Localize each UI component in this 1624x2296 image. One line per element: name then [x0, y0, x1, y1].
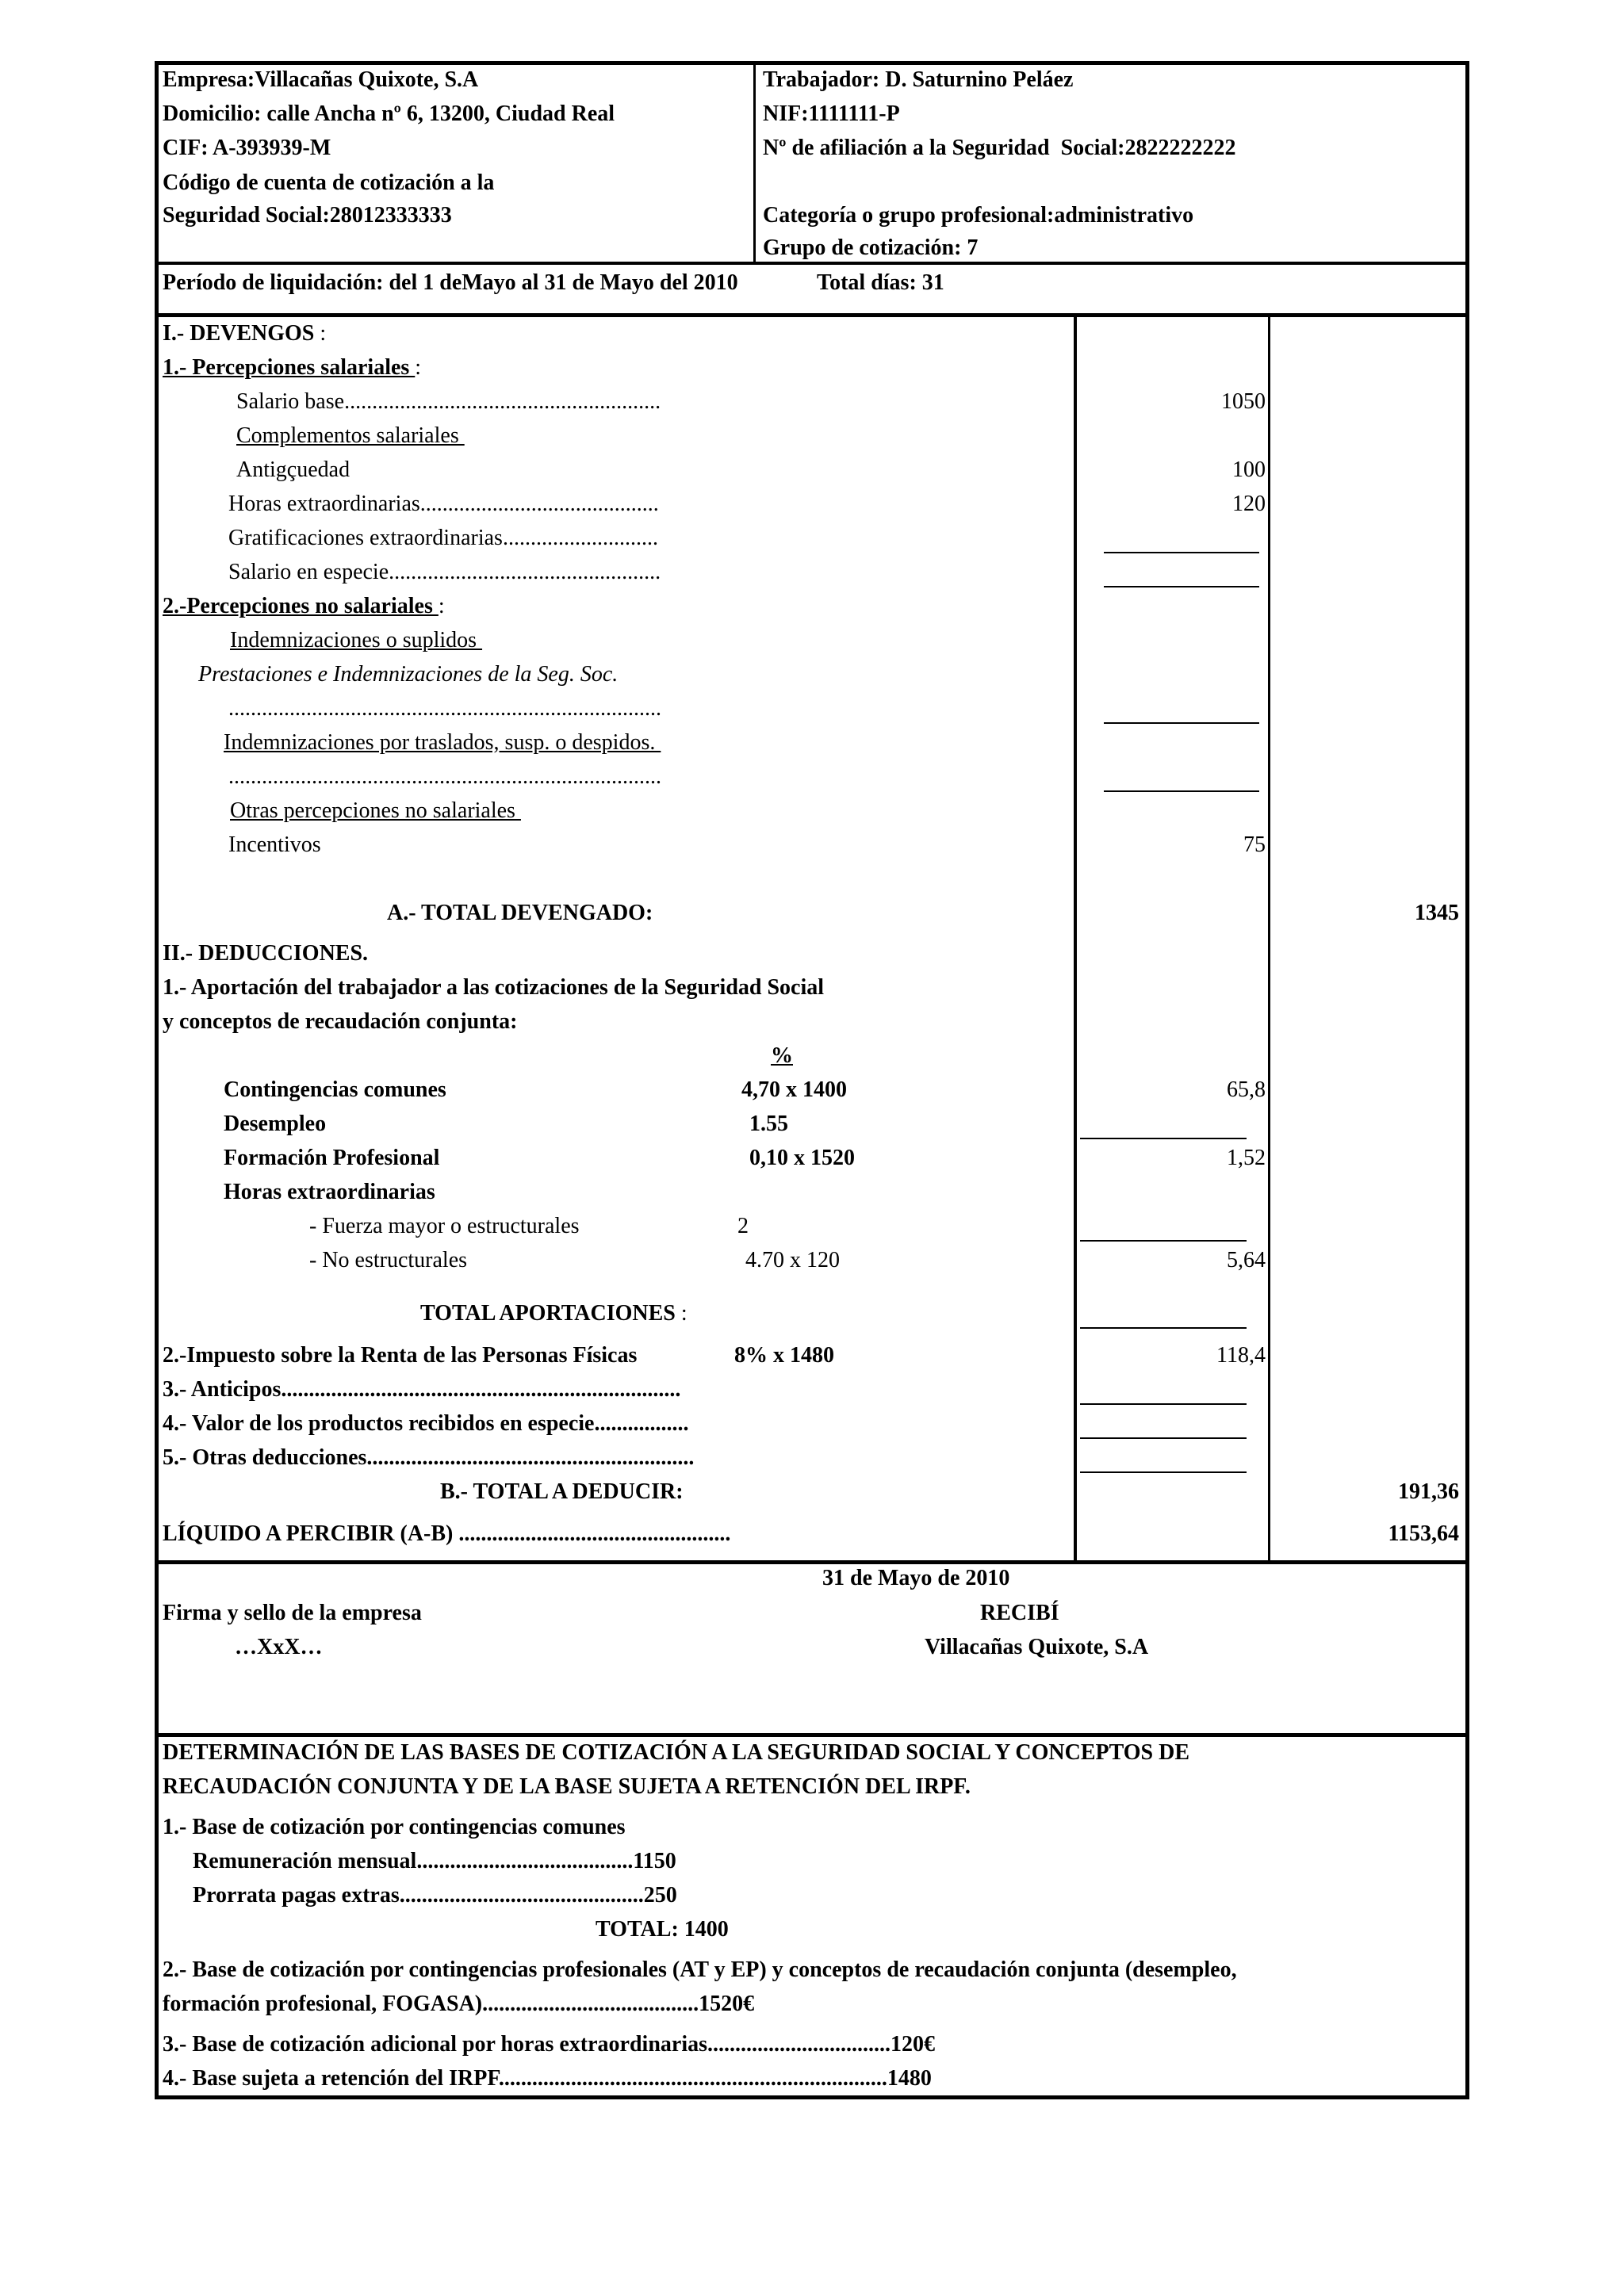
indemnizaciones-suplidos: Indemnizaciones o suplidos [230, 628, 483, 652]
divider-after-firma [155, 1733, 1469, 1737]
percepciones-salariales-colon: : [415, 355, 422, 380]
bases-item-2-line-2: formación profesional, FOGASA).......................................1520€ [163, 1992, 755, 2016]
aportacion-line-1: 1.- Aportación del trabajador a las cotizaciones de la Seguridad Social [163, 975, 825, 1000]
prorrata-pagas: Prorrata pagas extras............................................250 [193, 1883, 677, 1908]
periodo-liquidacion: Período de liquidación: del 1 deMayo al 31 de Mayo del 2010 [163, 270, 738, 295]
irpf-label: 2.-Impuesto sobre la Renta de las Personas Físicas [163, 1343, 638, 1368]
prestaciones-blank [1104, 722, 1259, 724]
especie-blank [1080, 1437, 1247, 1439]
percepciones-no-salariales-text: 2.-Percepciones no salariales [163, 594, 439, 618]
grupo-cotizacion: Grupo de cotización: 7 [763, 235, 979, 260]
bases-item-1: 1.- Base de cotización por contingencias comunes [163, 1815, 626, 1839]
divider-after-header [155, 262, 1469, 265]
bases-total: TOTAL: 1400 [596, 1917, 729, 1942]
fecha-firma: 31 de Mayo de 2010 [822, 1566, 1010, 1590]
fuerza-mayor-calc: 2 [737, 1214, 749, 1238]
aportacion-line-2: y conceptos de recaudación conjunta: [163, 1009, 518, 1034]
otras-deducciones-blank [1080, 1471, 1247, 1473]
bases-title-line-2: RECAUDACIÓN CONJUNTA Y DE LA BASE SUJETA A RETENCIÓN DEL IRPF. [163, 1774, 971, 1799]
categoria: Categoría o grupo profesional:administrativo [763, 203, 1194, 228]
formacion-profesional-label: Formación Profesional [224, 1146, 440, 1170]
divider-after-liquido [155, 1560, 1469, 1564]
indemnizaciones-traslados: Indemnizaciones por traslados, susp. o despidos. [224, 730, 661, 755]
contingencias-comunes-value: 65,8 [1227, 1077, 1266, 1102]
horas-extra-label: Horas extraordinarias........................................... [228, 492, 659, 516]
desempleo-label: Desempleo [224, 1112, 327, 1136]
liquido-percibir-value: 1153,64 [1388, 1521, 1459, 1546]
complementos-salariales: Complementos salariales [236, 423, 465, 448]
especie-label: 4.- Valor de los productos recibidos en especie................. [163, 1411, 689, 1436]
salario-base-value: 1050 [1221, 389, 1266, 414]
afiliacion: Nº de afiliación a la Seguridad Social:2822222222 [763, 136, 1236, 160]
contingencias-comunes-calc: 4,70 x 1400 [741, 1077, 847, 1102]
irpf-value: 118,4 [1216, 1343, 1266, 1368]
traslados-dots: .............................................................................. [228, 764, 661, 789]
percepciones-salariales-text: 1.- Percepciones salariales [163, 355, 416, 380]
outer-border-right [1465, 61, 1469, 2099]
total-dias: Total días: 31 [817, 270, 944, 295]
total-aportaciones-blank [1080, 1327, 1247, 1329]
column-divider-2 [1268, 313, 1270, 1563]
bases-item-2-line-1: 2.- Base de cotización por contingencias profesionales (AT y EP) y conceptos de recaudación conjunta (desempleo, [163, 1957, 1237, 1982]
devengos-title-colon: : [320, 321, 327, 346]
percepciones-no-salariales-colon: : [438, 594, 445, 618]
antiguedad-label: Antigçuedad [236, 457, 350, 482]
recibi-label: RECIBÍ [980, 1601, 1059, 1625]
column-divider-1 [1074, 313, 1077, 1563]
divider-after-periodo [155, 313, 1469, 317]
horas-extraordinarias-heading: Horas extraordinarias [224, 1180, 435, 1204]
bases-item-4: 4.- Base sujeta a retención del IRPF......................................................................1480 [163, 2066, 932, 2091]
total-deducir-label: B.- TOTAL A DEDUCIR: [440, 1479, 684, 1504]
firma-sello-empresa: Firma y sello de la empresa [163, 1601, 422, 1625]
desempleo-blank [1080, 1138, 1247, 1139]
codigo-cuenta-line-2: Seguridad Social:28012333333 [163, 203, 452, 228]
devengos-title-text: I.- DEVENGOS [163, 321, 315, 346]
irpf-calc: 8% x 1480 [734, 1343, 834, 1368]
gratificaciones-blank [1104, 552, 1259, 553]
salario-especie-label: Salario en especie................................................. [228, 560, 661, 584]
devengos-title [163, 320, 326, 347]
salario-especie-blank [1104, 586, 1259, 587]
anticipos-label: 3.- Anticipos........................................................................ [163, 1377, 681, 1402]
total-devengado-value: 1345 [1415, 901, 1459, 925]
trabajador: Trabajador: D. Saturnino Peláez [763, 67, 1074, 92]
prestaciones-seg-soc: Prestaciones e Indemnizaciones de la Seg. Soc. [198, 662, 619, 687]
percepciones-no-salariales [163, 593, 445, 620]
antiguedad-value: 100 [1232, 457, 1266, 482]
formacion-profesional-calc: 0,10 x 1520 [749, 1146, 855, 1170]
header-divider-vertical [753, 61, 756, 263]
salario-base-label: Salario base......................................................... [236, 389, 661, 414]
otras-deducciones-label: 5.- Otras deducciones........................................................... [163, 1445, 695, 1470]
contingencias-comunes-label: Contingencias comunes [224, 1077, 446, 1102]
gratificaciones-label: Gratificaciones extraordinarias............................ [228, 526, 658, 550]
bases-title-line-1: DETERMINACIÓN DE LAS BASES DE COTIZACIÓN A LA SEGURIDAD SOCIAL Y CONCEPTOS DE [163, 1740, 1190, 1765]
anticipos-blank [1080, 1403, 1247, 1405]
total-deducir-value: 191,36 [1398, 1479, 1459, 1504]
firma-marca: …XxX… [235, 1635, 323, 1659]
outer-border-top [155, 61, 1469, 65]
porcentaje-header: % [771, 1043, 793, 1068]
fuerza-mayor-label: - Fuerza mayor o estructurales [309, 1214, 580, 1238]
horas-extra-value: 120 [1232, 492, 1266, 516]
empresa: Empresa:Villacañas Quixote, S.A [163, 67, 479, 92]
percepciones-salariales [163, 354, 421, 381]
traslados-blank [1104, 790, 1259, 792]
otras-percepciones: Otras percepciones no salariales [230, 798, 521, 823]
cif: CIF: A-393939-M [163, 136, 331, 160]
no-estructurales-label: - No estructurales [309, 1248, 468, 1272]
deducciones-title: II.- DEDUCCIONES. [163, 941, 369, 966]
total-devengado-label: A.- TOTAL DEVENGADO: [387, 901, 653, 925]
total-aportaciones-text: TOTAL APORTACIONES [420, 1301, 676, 1326]
codigo-cuenta-line-1: Código de cuenta de cotización a la [163, 170, 495, 195]
incentivos-value: 75 [1243, 832, 1266, 857]
incentivos-label: Incentivos [228, 832, 321, 857]
total-aportaciones [420, 1300, 688, 1327]
no-estructurales-value: 5,64 [1227, 1248, 1266, 1272]
domicilio: Domicilio: calle Ancha nº 6, 13200, Ciudad Real [163, 101, 615, 126]
prestaciones-dots: .............................................................................. [228, 696, 661, 721]
liquido-percibir-label: LÍQUIDO A PERCIBIR (A-B) ................................................. [163, 1521, 731, 1546]
nif: NIF:1111111-P [763, 101, 900, 126]
total-aportaciones-colon: : [680, 1301, 688, 1326]
remuneracion-mensual: Remuneración mensual.......................................1150 [193, 1849, 676, 1873]
no-estructurales-calc: 4.70 x 120 [745, 1248, 840, 1272]
formacion-profesional-value: 1,52 [1227, 1146, 1266, 1170]
outer-border-left [155, 61, 159, 2099]
outer-border-bottom [155, 2095, 1469, 2099]
recibi-empresa: Villacañas Quixote, S.A [925, 1635, 1149, 1659]
bases-item-3: 3.- Base de cotización adicional por horas extraordinarias.................................120€ [163, 2032, 935, 2057]
desempleo-calc: 1.55 [749, 1112, 788, 1136]
fuerza-mayor-blank [1080, 1240, 1247, 1242]
